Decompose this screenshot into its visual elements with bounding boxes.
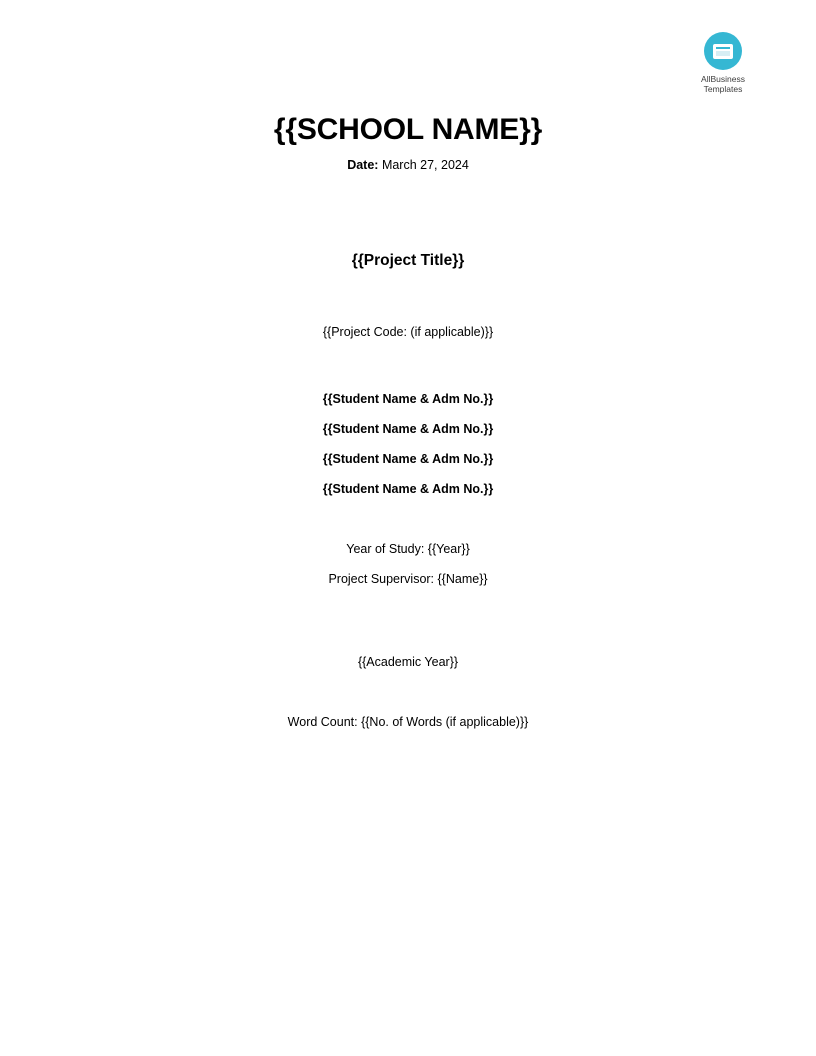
date-line [0,157,816,173]
project-code: {{Project Code: (if applicable)}} [322,325,494,339]
academic-year: {{Academic Year}} [357,655,459,669]
logo-text-line1: AllBusiness [701,74,745,84]
school-name-heading: {{SCHOOL NAME}} [273,113,543,146]
project-meta [0,534,816,594]
project-title: {{Project Title}} [351,252,465,269]
list-item: {{Student Name & Adm No.}} [322,452,494,466]
list-item: {{Student Name & Adm No.}} [322,482,494,496]
date-label: Date: [347,158,379,172]
logo-text-line2: Templates [703,84,743,94]
year-of-study: Year of Study: {{Year}} [346,542,470,556]
word-count: Word Count: {{No. of Words (if applicable)}} [287,715,529,729]
project-supervisor: Project Supervisor: {{Name}} [328,572,488,586]
list-item: {{Student Name & Adm No.}} [322,392,494,406]
student-list [0,384,816,504]
list-item: {{Student Name & Adm No.}} [322,422,494,436]
date-value: March 27, 2024 [381,158,469,172]
